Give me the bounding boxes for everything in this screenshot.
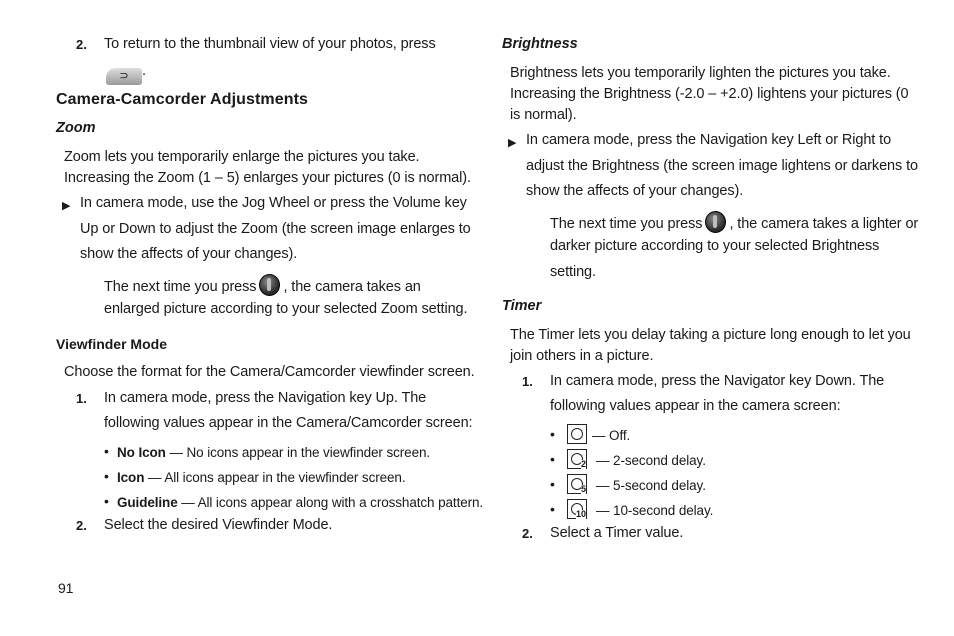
camera-key-icon: [705, 211, 726, 233]
back-key-icon: ⊃: [106, 68, 142, 85]
bullet: •: [550, 426, 555, 442]
step-number: 2.: [76, 518, 87, 533]
period: .: [142, 63, 146, 79]
section-title: Camera-Camcorder Adjustments: [56, 91, 309, 108]
brightness-bullet-line1: In camera mode, press the Navigation key Left or Right to: [526, 132, 892, 148]
timer-10s-icon: 10: [567, 499, 591, 519]
camera-key-icon: [259, 274, 280, 296]
bullet: •: [104, 443, 109, 459]
zoom-heading: Zoom: [56, 120, 96, 136]
step-number: 2.: [522, 526, 533, 541]
brightness-bullet-line3: show the affects of your changes).: [526, 183, 744, 199]
brightness-next-line2: darker picture according to your selected Brightness: [550, 238, 880, 254]
viewfinder-desc: Choose the format for the Camera/Camcorder viewfinder screen.: [64, 364, 475, 380]
timer-desc-line1: The Timer lets you delay taking a picture long enough to let you: [510, 327, 911, 343]
brightness-next-b: , the camera takes a lighter or: [729, 216, 919, 232]
step-number: 1.: [76, 391, 87, 406]
option-desc: — No icons appear in the viewfinder screen.: [165, 445, 431, 460]
bullet: •: [550, 451, 555, 467]
back-key-line: [104, 61, 146, 85]
option-text: [117, 442, 430, 463]
zoom-bullet-line1: In camera mode, use the Jog Wheel or press the Volume key: [80, 195, 467, 211]
arrow-bullet-icon: ▶: [508, 137, 517, 149]
zoom-next-time: [104, 274, 421, 298]
viewfinder-step2: Select the desired Viewfinder Mode.: [104, 517, 333, 533]
timer-5s-icon: 5: [567, 474, 591, 494]
zoom-next-line2: enlarged picture according to your selected Zoom setting.: [104, 301, 468, 317]
arrow-bullet-icon: ▶: [62, 200, 71, 212]
zoom-desc-line2: Increasing the Zoom (1 – 5) enlarges your pictures (0 is normal).: [64, 170, 471, 186]
viewfinder-step1-line2: following values appear in the Camera/Camcorder screen:: [104, 415, 473, 431]
zoom-next-b: , the camera takes an: [283, 279, 421, 295]
brightness-heading: Brightness: [502, 36, 578, 52]
zoom-desc-line1: Zoom lets you temporarily enlarge the pictures you take.: [64, 149, 420, 165]
option-name: No Icon: [117, 445, 166, 460]
brightness-bullet-line2: adjust the Brightness (the screen image lightens or darkens to: [526, 158, 918, 174]
option-desc: — 10-second delay.: [596, 503, 714, 518]
bullet: •: [104, 493, 109, 509]
thumbnail-return-instruction: To return to the thumbnail view of your photos, press: [104, 36, 436, 52]
timer-step1-line2: following values appear in the camera screen:: [550, 398, 841, 414]
option-desc: — 2-second delay.: [596, 453, 706, 468]
zoom-bullet-line3: show the affects of your changes).: [80, 246, 298, 262]
zoom-next-a: The next time you press: [104, 279, 257, 295]
step-number: 2.: [76, 37, 87, 52]
zoom-bullet-line2: Up or Down to adjust the Zoom (the screen image enlarges to: [80, 221, 471, 237]
option-name: Guideline: [117, 495, 178, 510]
viewfinder-heading: Viewfinder Mode: [56, 336, 167, 352]
bullet: •: [550, 476, 555, 492]
brightness-next-line3: setting.: [550, 264, 596, 280]
viewfinder-step1-line1: In camera mode, press the Navigation key Up. The: [104, 390, 427, 406]
brightness-desc-line3: is normal).: [510, 107, 577, 123]
option-text: [117, 492, 483, 513]
timer-desc-line2: join others in a picture.: [510, 348, 654, 364]
bullet: •: [550, 501, 555, 517]
timer-step2: Select a Timer value.: [550, 525, 684, 541]
brightness-desc-line1: Brightness lets you temporarily lighten the pictures you take.: [510, 65, 891, 81]
option-name: Icon: [117, 470, 145, 485]
timer-2s-icon: 2: [567, 449, 591, 469]
option-desc: — Off.: [592, 428, 631, 443]
brightness-desc-line2: Increasing the Brightness (-2.0 – +2.0) lightens your pictures (0: [510, 86, 909, 102]
timer-heading: Timer: [502, 298, 542, 314]
brightness-next-time: [550, 211, 918, 235]
timer-step1-line1: In camera mode, press the Navigator key Down. The: [550, 373, 885, 389]
option-text: [117, 467, 406, 488]
option-desc: — 5-second delay.: [596, 478, 706, 493]
option-desc: — All icons appear in the viewfinder screen.: [144, 470, 406, 485]
timer-off-icon: [567, 424, 591, 444]
bullet: •: [104, 468, 109, 484]
brightness-next-a: The next time you press: [550, 216, 703, 232]
page-number: 91: [58, 580, 74, 596]
step-number: 1.: [522, 374, 533, 389]
option-desc: — All icons appear along with a crosshatch pattern.: [177, 495, 484, 510]
